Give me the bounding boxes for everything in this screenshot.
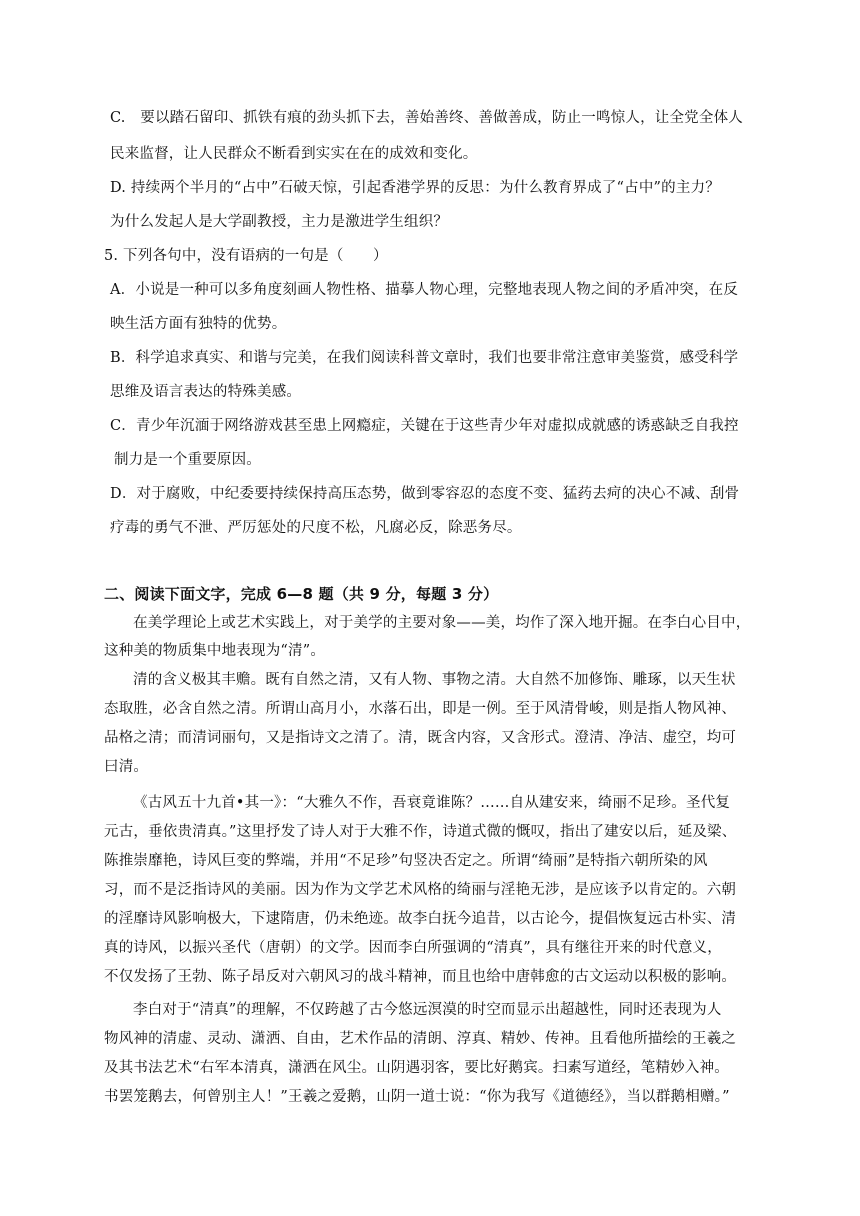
- q5-option-a-line2: 映生活方面有独特的优势。: [110, 316, 287, 332]
- q5-option-b-line1: B．科学追求真实、和谐与完美，在我们阅读科普文章时，我们也要非常注意审美鉴赏，感受科学: [110, 350, 739, 366]
- q5-option-c-line2: 制力是一个重要原因。: [114, 452, 261, 468]
- para1-line2: 这种美的物质集中地表现为“清”。: [104, 643, 326, 659]
- para3-line6: 真的诗风，以振兴圣代（唐朝）的文学。因而李白所强调的“清真”，具有继往开来的时代意义，: [104, 940, 722, 956]
- q4-option-c-line2: 民来监督，让人民群众不断看到实实在在的成效和变化。: [110, 146, 478, 162]
- q5-stem: 5. 下列各句中，没有语病的一句是（ ）: [104, 248, 388, 264]
- q5-option-c-line1: C．青少年沉湎于网络游戏甚至患上网瘾症，关键在于这些青少年对虚拟成就感的诱惑缺乏自我控: [110, 418, 739, 434]
- para2-line4: 曰清。: [104, 759, 149, 775]
- para3-line1: 《古风五十九首•其一》：“大雅久不作，吾衰竟谁陈？……自从建安来，绮丽不足珍。圣代复: [133, 795, 731, 811]
- para4-line2: 物风神的清虚、灵动、潇洒、自由，艺术作品的清朗、淳真、精妙、传神。且看他所描绘的王羲之: [104, 1031, 737, 1047]
- para4-line4: 书罢笼鹅去，何曾别主人！”王羲之爱鹅，山阴一道士说：“你为我写《道德经》，当以群鹅相赠。”: [104, 1089, 730, 1105]
- para2-line1: 清的含义极其丰赡。既有自然之清，又有人物、事物之清。大自然不加修饰、雕琢，以天生状: [133, 672, 736, 688]
- para3-line2: 元古，垂依贵清真。”这里抒发了诗人对于大雅不作，诗道式微的慨叹，指出了建安以后，延及梁、: [104, 824, 737, 840]
- para4-line1: 李白对于“清真”的理解，不仅跨越了古今悠远溟漠的时空而显示出超越性，同时还表现为人: [133, 1002, 722, 1018]
- q5-option-d-line1: D．对于腐败，中纪委要持续保持高压态势，做到零容忍的态度不变、猛药去疴的决心不减、刮骨: [110, 486, 740, 502]
- q5-option-d-line2: 疗毒的勇气不泄、严厉惩处的尺度不松，凡腐必反，除恶务尽。: [110, 520, 522, 536]
- para3-line3: 陈推崇靡艳，诗风巨变的弊端，并用“不足珍”句竖决否定之。所谓“绮丽”是特指六朝所染的风: [104, 853, 708, 869]
- para1-line1: 在美学理论上或艺术实践上，对于美学的主要对象——美，均作了深入地开掘。在李白心目中，: [133, 615, 751, 631]
- para3-line4: 习，而不是泛指诗风的美丽。因为作为文学艺术风格的绮丽与淫艳无涉，是应该予以肯定的。六朝: [104, 882, 737, 898]
- para3-line5: 的淫靡诗风影响极大，下逮隋唐，仍未绝迹。故李白抚今追昔，以古论今，提倡恢复远古朴实、清: [104, 911, 737, 927]
- q4-option-c-line1: C. 要以踏石留印、抓铁有痕的劲头抓下去，善始善终、善做善成，防止一鸣惊人，让全党全体人: [110, 110, 743, 126]
- section2-heading: 二、阅读下面文字，完成 6—8 题（共 9 分，每题 3 分）: [104, 585, 499, 603]
- para4-line3: 及其书法艺术“右军本清真，潇洒在风尘。山阴遇羽客，要比好鹅宾。扫素写道经，笔精妙入神。: [104, 1060, 730, 1076]
- para2-line3: 品格之清；而清词丽句，又是指诗文之清了。清，既含内容，又含形式。澄清、净洁、虚空，均可: [104, 730, 737, 746]
- q5-option-a-line1: A．小说是一种可以多角度刻画人物性格、描摹人物心理，完整地表现人物之间的矛盾冲突，在反: [110, 282, 739, 298]
- para3-line7: 不仅发扬了王勃、陈子昂反对六朝风习的战斗精神，而且也给中唐韩愈的古文运动以积极的影响。: [104, 969, 737, 985]
- q5-option-b-line2: 思维及语言表达的特殊美感。: [110, 384, 302, 400]
- q4-option-d-line1: D. 持续两个半月的“占中”石破天惊，引起香港学界的反思：为什么教育界成了“占中”的主力？: [110, 180, 720, 196]
- q4-option-d-line2: 为什么发起人是大学副教授，主力是激进学生组织？: [110, 214, 449, 230]
- para2-line2: 态取胜，必含自然之清。所谓山高月小，水落石出，即是一例。至于风清骨峻，则是指人物风神、: [104, 701, 737, 717]
